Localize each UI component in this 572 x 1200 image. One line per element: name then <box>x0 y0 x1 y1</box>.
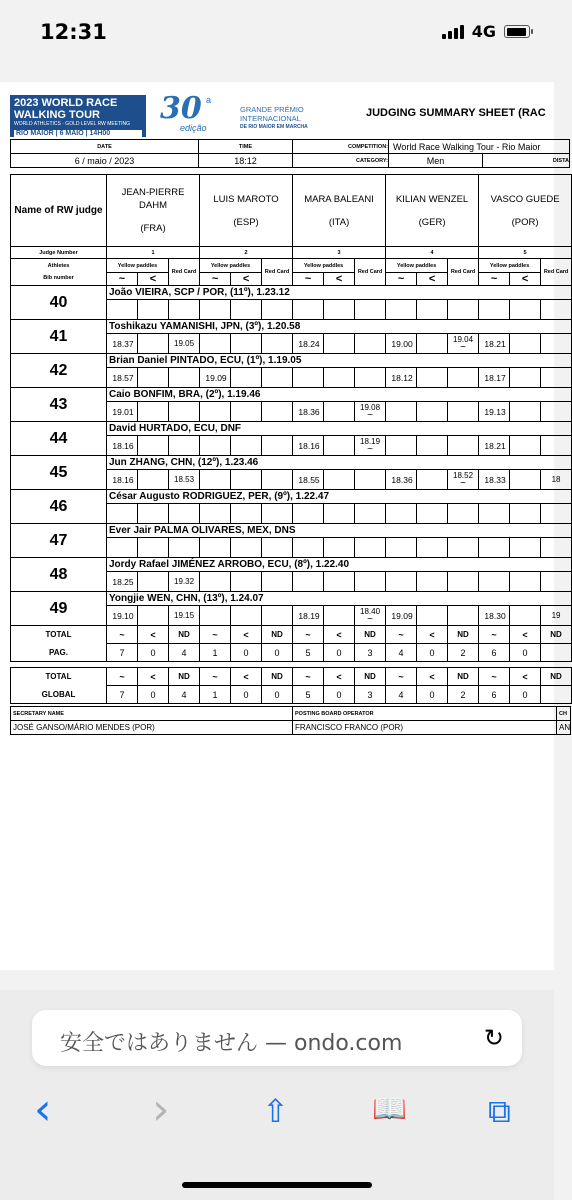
red-card-cell <box>355 470 386 490</box>
red-card-cell <box>541 300 572 320</box>
judging-table <box>10 174 572 704</box>
judge-number-label: Judge Number <box>11 247 107 259</box>
red-card-cell <box>262 334 293 354</box>
mark-cell <box>417 572 448 592</box>
mark-cell <box>200 606 231 626</box>
mark-cell <box>200 300 231 320</box>
mark-cell <box>386 538 417 558</box>
bib-number: 49 <box>11 592 107 626</box>
mark-cell <box>200 538 231 558</box>
red-card-label: Red Card <box>541 259 572 286</box>
mark-cell <box>324 334 355 354</box>
athletes-bib-label: Athletes Bib number <box>11 259 107 286</box>
mark-cell <box>231 470 262 490</box>
mark-cell <box>231 572 262 592</box>
mark-cell: 19.09 <box>200 368 231 388</box>
mark-cell: 18.19 <box>293 606 324 626</box>
red-card-cell <box>262 470 293 490</box>
mark-cell <box>293 300 324 320</box>
red-card-cell: 19.08 ~ <box>355 402 386 422</box>
footer-table: SECRETARY NAME POSTING BOARD OPERATOR CH JOSÉ GANSO/MÁRIO MENDES (POR) FRANCISCO FRANCO (POR) AN <box>10 706 571 735</box>
mark-cell: 18.25 <box>107 572 138 592</box>
browser-toolbar <box>0 990 554 1200</box>
mark-cell <box>510 300 541 320</box>
mark-cell <box>200 334 231 354</box>
red-card-cell: 18.40 ~ <box>355 606 386 626</box>
mark-cell <box>324 572 355 592</box>
mark-cell <box>417 334 448 354</box>
mark-cell <box>200 504 231 524</box>
mark-cell <box>107 504 138 524</box>
mark-cell <box>417 402 448 422</box>
judge-name-5: VASCO GUEDE (POR) <box>479 175 572 247</box>
mark-cell <box>293 504 324 524</box>
mark-cell <box>386 402 417 422</box>
status-bar <box>0 0 554 64</box>
red-card-cell <box>262 538 293 558</box>
red-card-cell <box>541 402 572 422</box>
mark-cell: 18.21 <box>479 436 510 456</box>
bookmarks-icon[interactable]: 📖 <box>372 1092 407 1125</box>
mark-cell: 18.17 <box>479 368 510 388</box>
tilde-symbol: ~ <box>107 273 138 286</box>
info-table: DATE TIME COMPETITION: World Race Walking Tour - Rio Maior 6 / maio / 2023 18:12 CATEGORY: Men DISTA <box>10 139 570 168</box>
red-card-label: Red Card <box>169 259 200 286</box>
judge-number-1: 1 <box>107 247 200 259</box>
mark-cell <box>138 606 169 626</box>
athlete-row <box>11 592 572 606</box>
totals-global-values-row: GLOBAL 7 0 4 1 0 0 5 0 3 4 0 2 6 0 <box>11 686 572 704</box>
red-card-cell <box>355 538 386 558</box>
red-card-cell <box>262 572 293 592</box>
mark-cell: 18.24 <box>293 334 324 354</box>
grande-premio-logo: 30 a edição GRANDE PRÉMIO INTERNACIONAL DE RIO MAIOR EM MARCHA <box>160 91 308 133</box>
clock: 12:31 <box>40 20 107 44</box>
mark-cell <box>107 538 138 558</box>
red-card-cell: 18.53 <box>169 470 200 490</box>
mark-cell <box>386 436 417 456</box>
bib-number: 43 <box>11 388 107 422</box>
red-card-cell <box>448 538 479 558</box>
mark-cell <box>324 368 355 388</box>
red-card-cell <box>355 334 386 354</box>
red-card-cell <box>541 538 572 558</box>
mark-cell <box>200 402 231 422</box>
athlete-name: Toshikazu YAMANISHI, JPN, (3º), 1.20.58 <box>107 320 572 334</box>
mark-cell <box>231 436 262 456</box>
sheet-title: JUDGING SUMMARY SHEET (RAC <box>366 107 546 119</box>
mark-cell: 19.01 <box>107 402 138 422</box>
totals-global-symbols-row: TOTAL ~ < ND ~ < ND ~ < ND ~ < ND ~ < ND <box>11 668 572 686</box>
world-race-walking-tour-logo: 2023 WORLD RACE WALKING TOUR WORLD ATHLETICS · GOLD LEVEL RW MEETING RIO MAIOR | 6 MAIO | 14H00 <box>10 95 146 137</box>
yellow-paddles-label: Yellow paddles <box>386 259 448 273</box>
mark-cell <box>386 300 417 320</box>
red-card-cell <box>541 334 572 354</box>
mark-cell <box>417 538 448 558</box>
red-card-cell <box>355 572 386 592</box>
red-card-label: Red Card <box>448 259 479 286</box>
mark-cell <box>479 300 510 320</box>
red-card-cell: 18.52 ~ <box>448 470 479 490</box>
mark-cell: 19.09 <box>386 606 417 626</box>
athlete-name: David HURTADO, ECU, DNF <box>107 422 572 436</box>
mark-cell <box>231 334 262 354</box>
network-label: 4G <box>471 22 496 41</box>
red-card-cell <box>541 436 572 456</box>
mark-cell <box>510 402 541 422</box>
mark-cell: 18.16 <box>293 436 324 456</box>
red-card-cell <box>448 572 479 592</box>
mark-cell: 18.16 <box>107 470 138 490</box>
athlete-name: João VIEIRA, SCP / POR, (11º), 1.23.12 <box>107 286 572 300</box>
mark-cell <box>417 436 448 456</box>
mark-cell <box>231 538 262 558</box>
mark-cell <box>293 538 324 558</box>
tabs-icon[interactable]: ⧉ <box>488 1092 511 1130</box>
red-card-cell <box>541 572 572 592</box>
athlete-row <box>11 320 572 334</box>
mark-cell <box>200 572 231 592</box>
mark-cell <box>138 470 169 490</box>
judge-name-1: JEAN-PIERRE DAHM (FRA) <box>107 175 200 247</box>
mark-cell <box>293 368 324 388</box>
mark-cell: 18.36 <box>293 402 324 422</box>
red-card-cell <box>169 368 200 388</box>
mark-cell <box>510 572 541 592</box>
address-bar[interactable] <box>32 1010 522 1066</box>
tilde-symbol: ~ <box>479 273 510 286</box>
tilde-symbol: ~ <box>293 273 324 286</box>
bib-number: 47 <box>11 524 107 558</box>
mark-cell: 18.33 <box>479 470 510 490</box>
sheet-header <box>10 91 570 139</box>
lt-symbol: < <box>417 273 448 286</box>
yellow-paddles-label: Yellow paddles <box>200 259 262 273</box>
red-card-cell <box>262 504 293 524</box>
yellow-paddles-label: Yellow paddles <box>293 259 355 273</box>
athlete-row <box>11 388 572 402</box>
mark-cell <box>200 470 231 490</box>
mark-cell <box>138 572 169 592</box>
mark-cell <box>479 572 510 592</box>
mark-cell: 18.30 <box>479 606 510 626</box>
mark-cell <box>324 606 355 626</box>
mark-cell <box>510 334 541 354</box>
home-indicator <box>182 1182 372 1188</box>
mark-cell <box>293 572 324 592</box>
mark-cell <box>138 368 169 388</box>
athlete-name: Jordy Rafael JIMÉNEZ ARROBO, ECU, (8º), 1.22.40 <box>107 558 572 572</box>
judge-number-3: 3 <box>293 247 386 259</box>
mark-cell <box>510 470 541 490</box>
tilde-symbol: ~ <box>386 273 417 286</box>
red-card-cell <box>262 368 293 388</box>
mark-cell <box>324 300 355 320</box>
red-card-cell <box>541 504 572 524</box>
mark-cell: 18.12 <box>386 368 417 388</box>
red-card-cell <box>541 368 572 388</box>
athlete-name: Brian Daniel PINTADO, ECU, (1º), 1.19.05 <box>107 354 572 368</box>
mark-cell: 18.36 <box>386 470 417 490</box>
red-card-cell: 18 <box>541 470 572 490</box>
back-icon[interactable]: ‹ <box>34 1084 52 1135</box>
mark-cell <box>417 504 448 524</box>
mark-cell <box>417 606 448 626</box>
mark-cell <box>231 300 262 320</box>
red-card-cell <box>448 300 479 320</box>
mark-cell <box>231 504 262 524</box>
red-card-cell <box>448 606 479 626</box>
mark-cell <box>510 436 541 456</box>
red-card-cell <box>448 436 479 456</box>
mark-cell <box>510 368 541 388</box>
yellow-paddles-label: Yellow paddles <box>107 259 169 273</box>
red-card-cell <box>169 504 200 524</box>
red-card-cell <box>169 300 200 320</box>
bib-number: 45 <box>11 456 107 490</box>
bib-number: 48 <box>11 558 107 592</box>
red-card-cell <box>355 504 386 524</box>
mark-cell <box>138 300 169 320</box>
judge-number-2: 2 <box>200 247 293 259</box>
judge-name-3: MARA BALEANI (ITA) <box>293 175 386 247</box>
mark-cell: 18.37 <box>107 334 138 354</box>
mark-cell: 19.10 <box>107 606 138 626</box>
red-card-cell <box>262 606 293 626</box>
red-card-cell <box>262 436 293 456</box>
judging-sheet <box>10 91 571 735</box>
mark-cell: 18.57 <box>107 368 138 388</box>
red-card-cell <box>262 402 293 422</box>
totals-pag-values-row: PAG. 7 0 4 1 0 0 5 0 3 4 0 2 6 0 <box>11 644 572 662</box>
mark-cell <box>417 470 448 490</box>
athlete-row <box>11 490 572 504</box>
mark-cell: 19.13 <box>479 402 510 422</box>
red-card-label: Red Card <box>262 259 293 286</box>
forward-icon[interactable]: › <box>152 1084 170 1135</box>
mark-cell <box>386 572 417 592</box>
red-card-cell: 18.19 ~ <box>355 436 386 456</box>
mark-cell <box>324 470 355 490</box>
red-card-cell <box>169 402 200 422</box>
mark-cell <box>417 368 448 388</box>
mark-cell <box>107 300 138 320</box>
mark-cell <box>231 402 262 422</box>
mark-cell <box>417 300 448 320</box>
mark-cell <box>324 538 355 558</box>
mark-cell: 18.16 <box>107 436 138 456</box>
red-card-label: Red Card <box>355 259 386 286</box>
athlete-name: Caio BONFIM, BRA, (2º), 1.19.46 <box>107 388 572 402</box>
share-icon[interactable]: ⇧ <box>262 1092 289 1130</box>
mark-cell <box>324 402 355 422</box>
mark-cell <box>510 504 541 524</box>
yellow-paddles-label: Yellow paddles <box>479 259 541 273</box>
lt-symbol: < <box>231 273 262 286</box>
mark-cell <box>138 436 169 456</box>
mark-cell <box>138 538 169 558</box>
mark-cell <box>324 436 355 456</box>
mark-cell: 18.55 <box>293 470 324 490</box>
battery-icon <box>504 25 530 38</box>
mark-cell <box>510 538 541 558</box>
reload-icon[interactable]: ↻ <box>483 1024 504 1052</box>
red-card-cell: 19.05 <box>169 334 200 354</box>
red-card-cell <box>355 368 386 388</box>
bib-number: 44 <box>11 422 107 456</box>
tilde-symbol: ~ <box>200 273 231 286</box>
bib-number: 40 <box>11 286 107 320</box>
red-card-cell: 19.04 ~ <box>448 334 479 354</box>
red-card-cell <box>169 538 200 558</box>
judge-number-4: 4 <box>386 247 479 259</box>
athlete-row <box>11 456 572 470</box>
judge-number-5: 5 <box>479 247 572 259</box>
mark-cell <box>324 504 355 524</box>
judge-name-4: KILIAN WENZEL (GER) <box>386 175 479 247</box>
athlete-row <box>11 286 572 300</box>
mark-cell: 19.00 <box>386 334 417 354</box>
tab-bar <box>0 1084 554 1150</box>
mark-cell <box>479 538 510 558</box>
red-card-cell <box>448 504 479 524</box>
athlete-row <box>11 524 572 538</box>
red-card-cell: 19.32 <box>169 572 200 592</box>
red-card-cell <box>169 436 200 456</box>
athlete-row <box>11 558 572 572</box>
mark-cell <box>386 504 417 524</box>
signal-icon <box>442 25 464 39</box>
red-card-cell <box>448 402 479 422</box>
mark-cell <box>510 606 541 626</box>
mark-cell <box>138 402 169 422</box>
judge-name-2: LUIS MAROTO (ESP) <box>200 175 293 247</box>
red-card-cell <box>355 300 386 320</box>
mark-cell <box>231 368 262 388</box>
athlete-row <box>11 422 572 436</box>
red-card-cell <box>262 300 293 320</box>
bib-number: 41 <box>11 320 107 354</box>
athlete-name: César Augusto RODRIGUEZ, PER, (9º), 1.22.47 <box>107 490 572 504</box>
lt-symbol: < <box>324 273 355 286</box>
athlete-row <box>11 354 572 368</box>
totals-pag-symbols-row: TOTAL ~ < ND ~ < ND ~ < ND ~ < ND ~ < ND <box>11 626 572 644</box>
red-card-cell: 19 <box>541 606 572 626</box>
red-card-cell <box>448 368 479 388</box>
athlete-name: Yongjie WEN, CHN, (13º), 1.24.07 <box>107 592 572 606</box>
red-card-cell: 19.15 <box>169 606 200 626</box>
lt-symbol: < <box>138 273 169 286</box>
judge-name-header: Name of RW judge <box>11 175 107 247</box>
athlete-name: Jun ZHANG, CHN, (12º), 1.23.46 <box>107 456 572 470</box>
mark-cell <box>479 504 510 524</box>
bib-number: 42 <box>11 354 107 388</box>
mark-cell: 18.21 <box>479 334 510 354</box>
lt-symbol: < <box>510 273 541 286</box>
url-text: 安全ではありません — ondo.com <box>60 1031 403 1056</box>
bib-number: 46 <box>11 490 107 524</box>
athlete-name: Ever Jair PALMA OLIVARES, MEX, DNS <box>107 524 572 538</box>
mark-cell <box>138 334 169 354</box>
mark-cell <box>231 606 262 626</box>
mark-cell <box>200 436 231 456</box>
mark-cell <box>138 504 169 524</box>
